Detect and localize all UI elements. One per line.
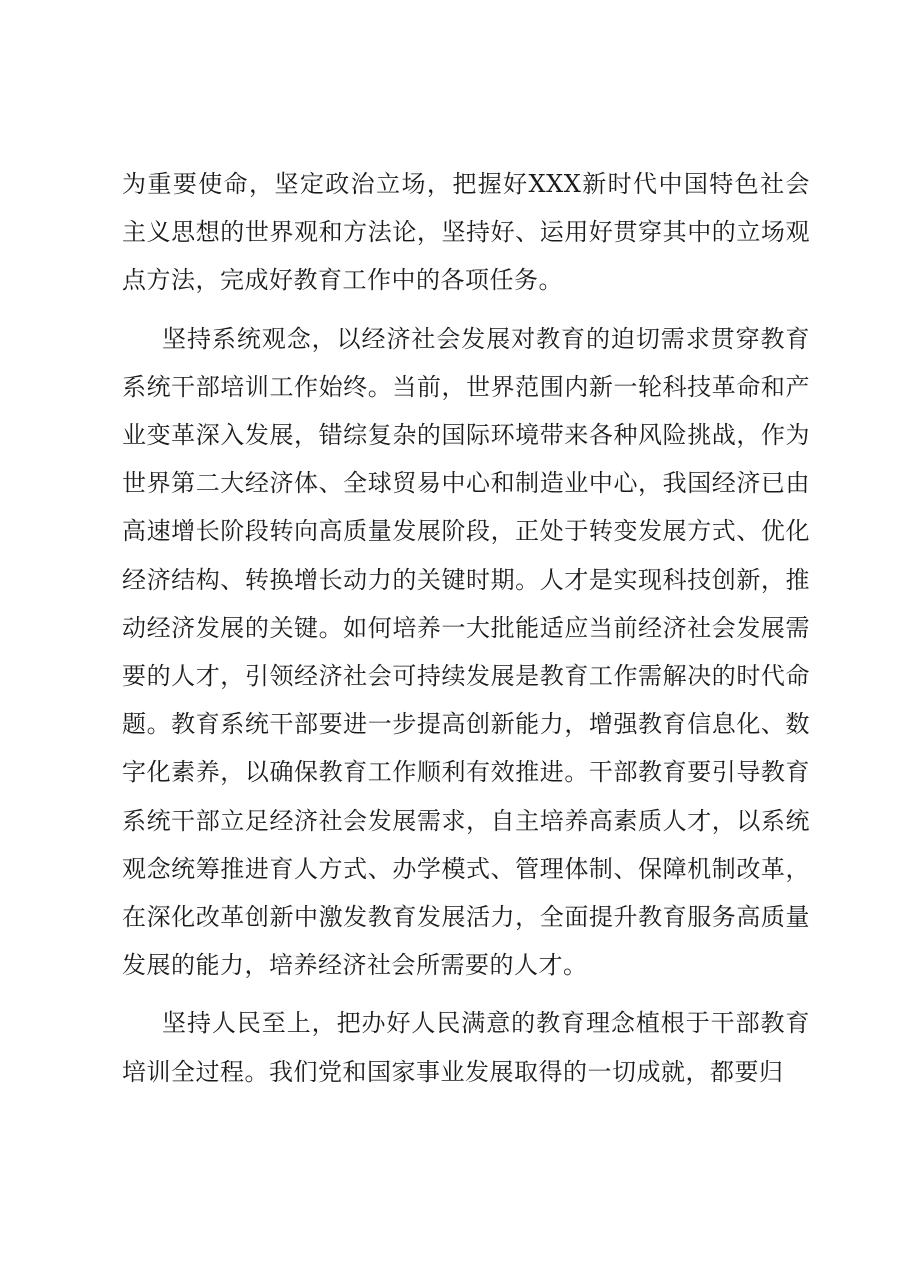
document-body [122,160,810,1096]
paragraph-continuation: 为重要使命，坚定政治立场，把握好XXX新时代中国特色社会主义思想的世界观和方法论，坚持好、运用好贯穿其中的立场观点方法，完成好教育工作中的各项任务。 [122,170,810,295]
paragraph-people-first: 坚持人民至上，把办好人民满意的教育理念植根于干部教育培训全过程。我们党和国家事业发展取得的一切成就，都要归 [122,1009,810,1086]
paragraph-system-concept: 坚持系统观念，以经济社会发展对教育的迫切需求贯穿教育系统干部培训工作始终。当前，世界范围内新一轮科技革命和产业变革深入发展，错综复杂的国际环境带来各种风险挑战，作为世界第二大经济体、全球贸易中心和制造业中心，我国经济已由高速增长阶段转向高质量发展阶段，正处于转变发展方式、优化经济结构、转换增长动力的关键时期。人才是实现科技创新，推动经济发展的关键。如何培养一大批能适应当前经济社会发展需要的人才，引领经济社会可持续发展是教育工作需解决的时代命题。教育系统干部要进一步提高创新能力，增强教育信息化、数字化素养，以确保教育工作顺利有效推进。干部教育要引导教育系统干部立足经济社会发展需求，自主培养高素质人才，以系统观念统筹推进育人方式、办学模式、管理体制、保障机制改革，在深化改革创新中激发教育发展活力，全面提升教育服务高质量发展的能力，培养经济社会所需要的人才。 [122,324,810,980]
